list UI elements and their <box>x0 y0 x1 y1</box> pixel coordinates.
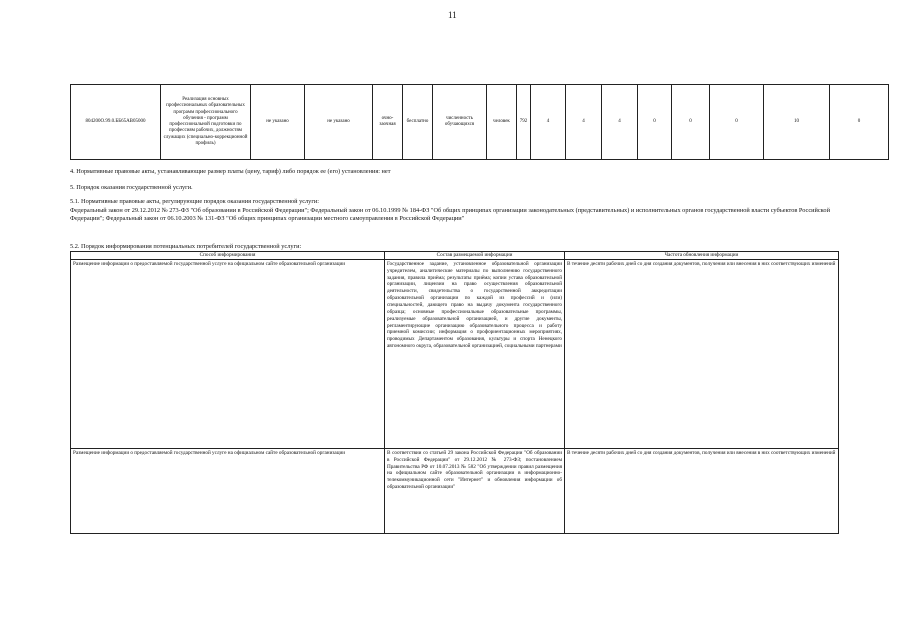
method-cell: Размещение информации о предоставляемой государственной услуге на официальном сайте образовательной организации <box>71 259 385 448</box>
value-cell-4: 0 <box>638 85 672 160</box>
header-method: Способ информирования <box>71 252 385 260</box>
service-table <box>70 84 889 160</box>
unit-cell: человек <box>487 85 517 160</box>
table-header-row <box>71 252 839 260</box>
header-content: Состав размещаемой информации <box>385 252 565 260</box>
frequency-cell: В течение десяти рабочих дней со дня создания документов, получения или внесения в них соответствующих изменений <box>565 259 839 448</box>
paragraph-5-1-text: Федеральный закон от 29.12.2012 № 273-ФЗ "Об образовании в Российской Федерации"; Федеральный закон от 06.10.1999 № 184-ФЗ "Об общих принципах организации законодательных (представительных) и исполнительных органов государственной власти субъектов Российской Федерации"; Федеральный закон от 06.10.2003 № 131-ФЗ "Об общих принципах организации местного самоуправления в Российской Федерации" <box>70 207 830 223</box>
content-cell-1: не указано <box>251 85 305 160</box>
content-cell: В соответствии со статьей 29 закона Российской Федерации "Об образовании в Российской Федерации" от 29.12.2012 № 273-ФЗ; постановлением Правительства РФ от 10.07.2013 № 582 "Об утверждении правил размещения на официальном сайте образовательной организации в информационно-телекоммуникационной сети "Интернет" и обновления информации об образовательной организации" <box>385 448 565 533</box>
okei-cell: 792 <box>517 85 531 160</box>
service-row <box>71 85 889 160</box>
price-cell: бесплатно <box>403 85 433 160</box>
frequency-cell: В течение десяти рабочих дней со дня создания документов, получения или внесения в них соответствующих изменений <box>565 448 839 533</box>
paragraph-4: 4. Нормативные правовые акты, устанавливающие размер платы (цену, тариф) либо порядок ее (его) установления: нет <box>70 168 391 175</box>
deviation-absolute-cell: 0 <box>830 85 889 160</box>
deviation-percent-cell: 10 <box>764 85 830 160</box>
page-number: 11 <box>448 10 457 20</box>
indicator-cell: численность обучающихся <box>433 85 487 160</box>
value-cell-6: 0 <box>710 85 764 160</box>
paragraph-5-2: 5.2. Порядок информирования потенциальных потребителей государственной услуги: <box>70 243 302 250</box>
service-name-cell: Реализация основных профессиональных образовательных программ профессионального обучения - программ профессиональной подготовки по профессиям рабочих, должностям служащих (специально-коррекционной профиль) <box>161 85 251 160</box>
content-cell-2: не указано <box>305 85 373 160</box>
paragraph-5-1: 5.1. Нормативные правовые акты, регулирующие порядок оказания государственной услуги: <box>70 198 320 205</box>
table-row <box>71 259 839 448</box>
content-cell: Государственное задание, установленное образовательной организации учредителем, аналитические материалы по выполнению государственного задания, правила приёма; результаты приёма; копии устава образовательной организации, лицензии на право осуществления образовательной деятельности, свидетельства о государственной аккредитации образовательной организации по каждой из профессий и (или) специальностей, дающего право на выдачу документа государственного образца; основные профессиональные образовательные программы, реализуемые образовательной организацией, и другие документы, регламентирующие организацию образовательного процесса и работу приемной комиссии; информация о профориентационных мероприятиях, проводимых Департаментом образования, культуры и спорта Ненецкого автономного округа, образовательной организацией, социальными партнерами <box>385 259 565 448</box>
paragraph-5: 5. Порядок оказания государственной услуги. <box>70 184 193 191</box>
value-cell-1: 4 <box>531 85 566 160</box>
registry-number-cell: 804200О.99.0.ББ65АВ05000 <box>71 85 161 160</box>
method-cell: Размещение информации о предоставляемой государственной услуге на официальном сайте образовательной организации <box>71 448 385 533</box>
value-cell-2: 4 <box>566 85 602 160</box>
value-cell-5: 0 <box>672 85 710 160</box>
table-row <box>71 448 839 533</box>
header-frequency: Частота обновления информации <box>565 252 839 260</box>
form-cell: очно-заочная <box>373 85 403 160</box>
information-table <box>70 251 839 534</box>
value-cell-3: 4 <box>602 85 638 160</box>
